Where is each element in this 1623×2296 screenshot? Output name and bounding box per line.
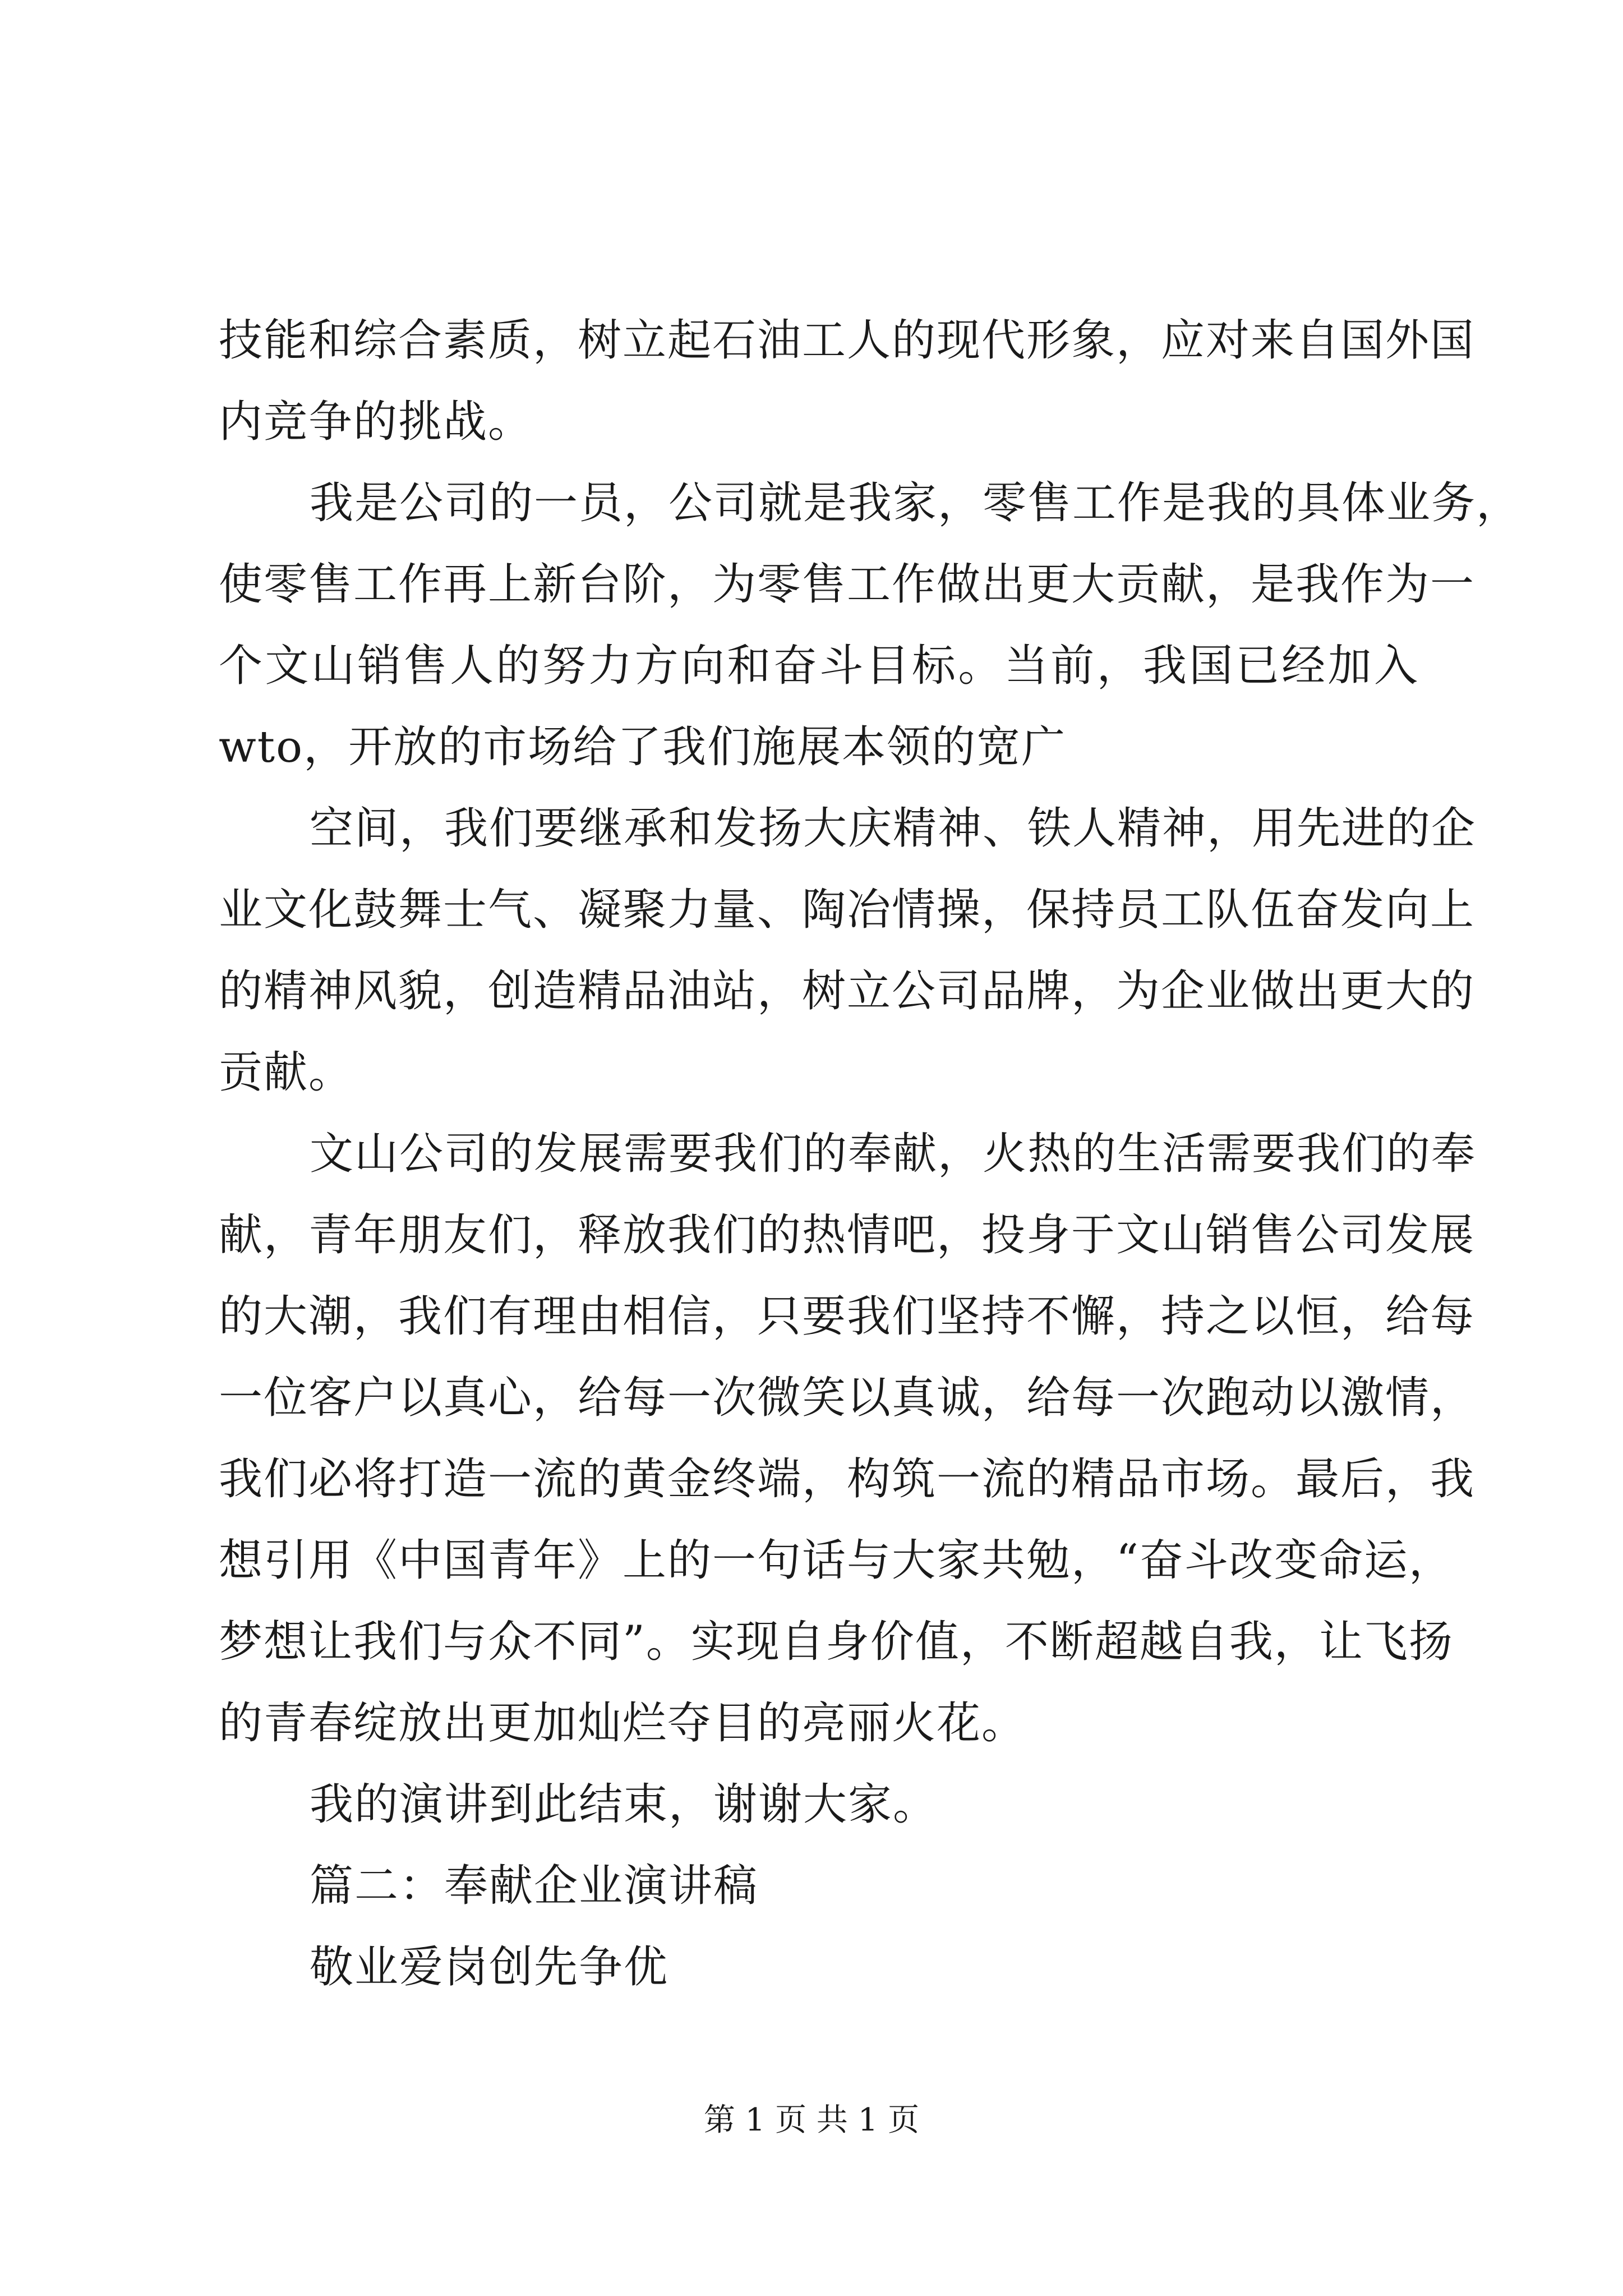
text-line: 的青春绽放出更加灿烂夺目的亮丽火花。	[219, 1698, 1027, 1749]
paragraph-start-line: 我的演讲到此结束，谢谢大家。	[310, 1779, 938, 1830]
text-line: 内竞争的挑战。	[219, 397, 533, 447]
text-line: 我们必将打造一流的黄金终端，构筑一流的精品市场。最后，我	[219, 1454, 1476, 1504]
text-line: wto，开放的市场给了我们施展本领的宽广	[219, 722, 1067, 772]
text-line: 献，青年朋友们，释放我们的热情吧，投身于文山销售公司发展	[219, 1210, 1476, 1260]
section-subheading: 敬业爱岗创先争优	[310, 1942, 669, 1993]
text-line: 贡献。	[219, 1047, 354, 1098]
text-line: 的精神风貌，创造精品油站，树立公司品牌，为企业做出更大的	[219, 966, 1476, 1016]
page-footer: 第 1 页 共 1 页	[703, 2102, 920, 2138]
paragraph-start-line: 空间，我们要继承和发扬大庆精神、铁人精神，用先进的企	[310, 803, 1477, 854]
text-line: 使零售工作再上新台阶，为零售工作做出更大贡献，是我作为一	[219, 559, 1476, 610]
text-line: 的大潮，我们有理由相信，只要我们坚持不懈，持之以恒，给每	[219, 1291, 1476, 1342]
text-line: 梦想让我们与众不同”。实现自身价值，不断超越自我，让飞扬	[219, 1617, 1454, 1667]
section-heading: 篇二：奉献企业演讲稿	[310, 1861, 759, 1911]
text-line: 技能和综合素质，树立起石油工人的现代形象，应对来自国外国	[219, 315, 1476, 366]
document-body	[219, 300, 1521, 2008]
text-line: 一位客户以真心，给每一次微笑以真诚，给每一次跑动以激情，	[219, 1373, 1476, 1423]
text-line: 业文化鼓舞士气、凝聚力量、陶冶情操，保持员工队伍奋发向上	[219, 885, 1476, 935]
paragraph-start-line: 文山公司的发展需要我们的奉献，火热的生活需要我们的奉	[310, 1129, 1477, 1179]
paragraph-start-line: 我是公司的一员，公司就是我家，零售工作是我的具体业务，	[310, 478, 1521, 528]
text-line: 个文山销售人的努力方向和奋斗目标。当前，我国已经加入	[219, 641, 1419, 691]
text-line: 想引用《中国青年》上的一句话与大家共勉，“奋斗改变命运，	[219, 1535, 1454, 1586]
